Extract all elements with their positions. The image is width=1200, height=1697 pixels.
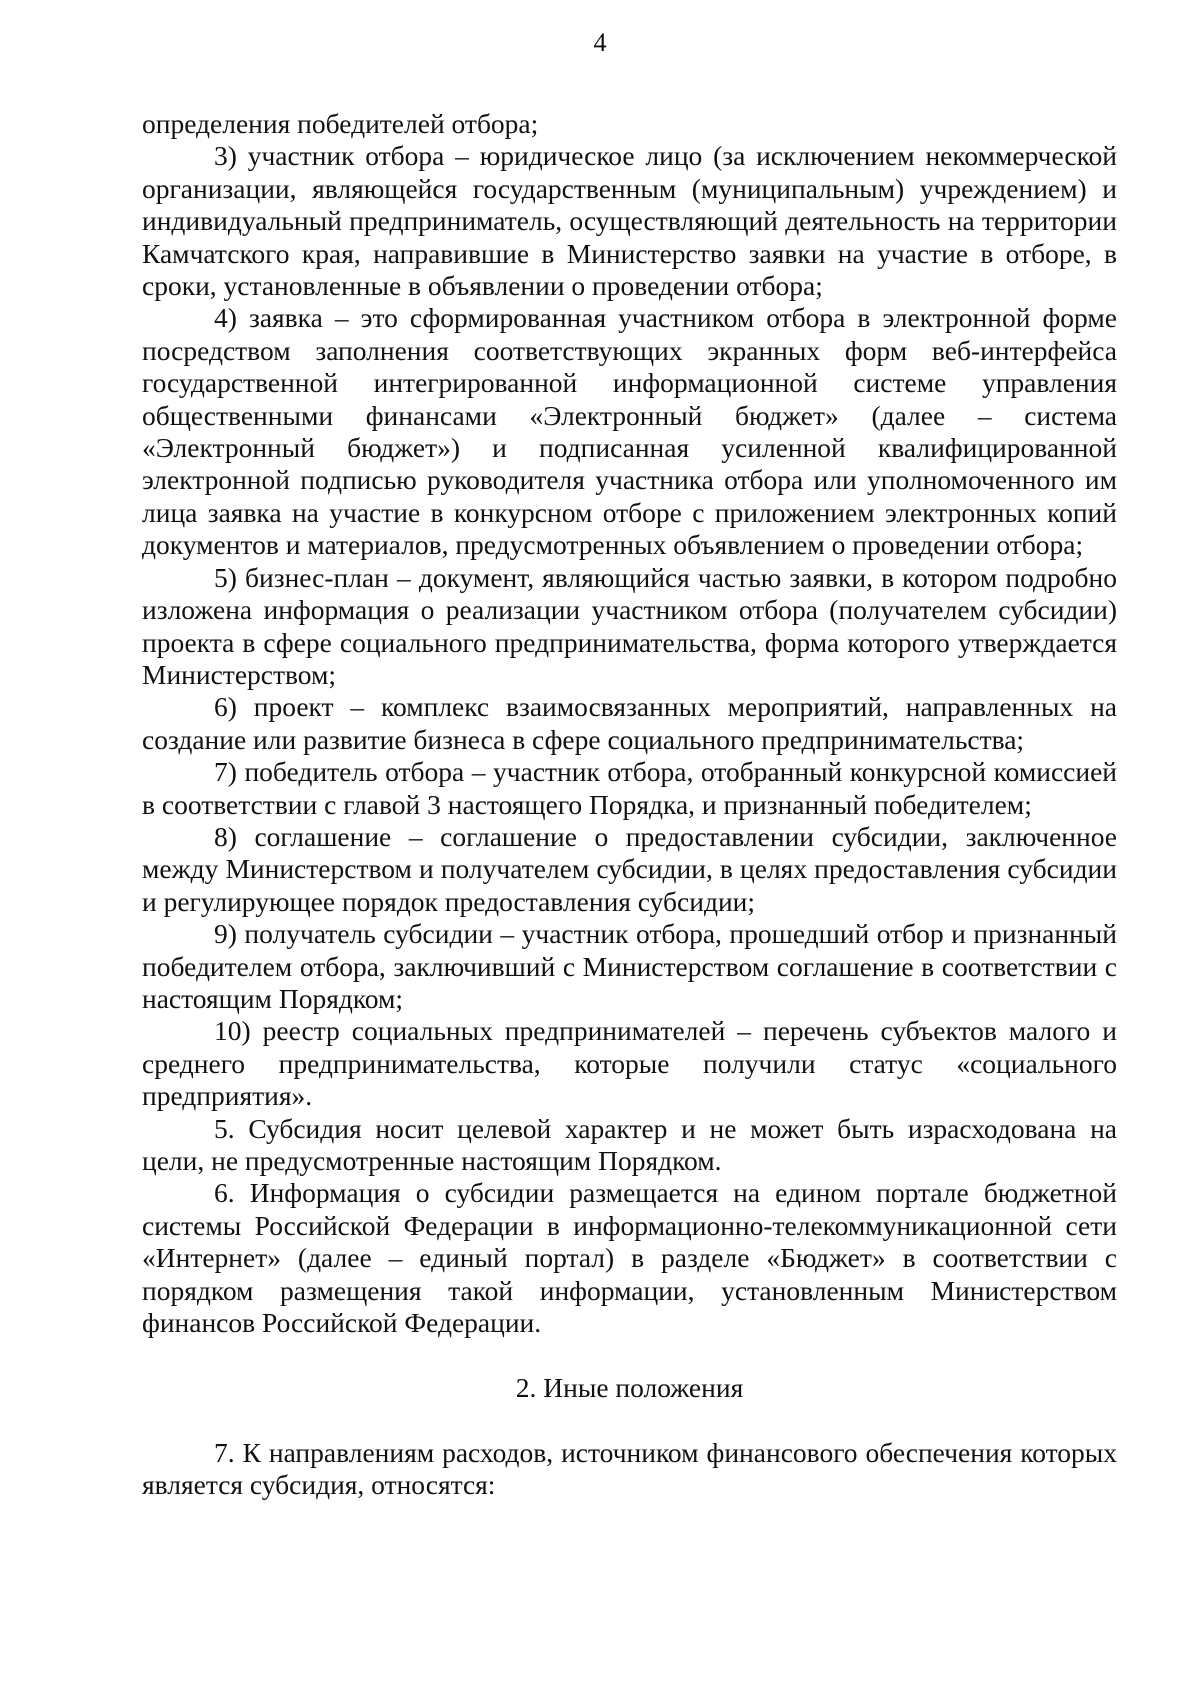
document-body — [142, 108, 1117, 1501]
paragraph-item-6: 6) проект – комплекс взаимосвязанных мероприятий, направленных на создание или развитие бизнеса в сфере социального предпринимательства; — [142, 691, 1117, 755]
paragraph-item-3: 3) участник отбора – юридическое лицо (за исключением некоммерческой организации, являющейся государственным (муниципальным) учреждением) и индивидуальный предприниматель, осуществляющий деятельность на территории Камчатского края, направившие в Министерство заявки на участие в отборе, в сроки, установленные в объявлении о проведении отбора; — [142, 140, 1117, 302]
paragraph-item-7: 7) победитель отбора – участник отбора, отобранный конкурсной комиссией в соответствии с главой 3 настоящего Порядка, и признанный победителем; — [142, 756, 1117, 820]
paragraph-item-9: 9) получатель субсидии – участник отбора, прошедший отбор и признанный победителем отбора, заключивший с Министерством соглашение в соответствии с настоящим Порядком; — [142, 918, 1117, 1014]
paragraph-clause-5: 5. Субсидия носит целевой характер и не может быть израсходована на цели, не предусмотренные настоящим Порядком. — [142, 1112, 1117, 1176]
paragraph-item-10: 10) реестр социальных предпринимателей – перечень субъектов малого и среднего предпринимательства, которые получили статус «социального предприятия». — [142, 1015, 1117, 1112]
paragraph-clause-7: 7. К направлениям расходов, источником финансового обеспечения которых является субсидия, относятся: — [142, 1436, 1117, 1501]
section-heading: 2. Иные положения — [515, 1371, 744, 1403]
page-number: 4 — [593, 28, 607, 57]
paragraph-item-8: 8) соглашение – соглашение о предоставлении субсидии, заключенное между Министерством и получателем субсидии, в целях предоставления субсидии и регулирующее порядок предоставления субсидии; — [142, 820, 1117, 917]
paragraph-item-5: 5) бизнес-план – документ, являющийся частью заявки, в котором подробно изложена информация о реализации участником отбора (получателем субсидии) проекта в сфере социального предпринимательства, форма которого утверждается Министерством; — [142, 561, 1117, 690]
paragraph-item-4: 4) заявка – это сформированная участником отбора в электронной форме посредством заполнения соответствующих экранных форм веб-интерфейса государственной интегрированной информационной системе управления общественными финансами «Электронный бюджет» (далее – система «Электронный бюджет») и подписанная усиленной квалифицированной электронной подписью руководителя участника отбора или уполномоченного им лица заявка на участие в конкурсном отборе с приложением электронных копий документов и материалов, предусмотренных объявлением о проведении отбора; — [142, 302, 1117, 561]
paragraph-clause-6: 6. Информация о субсидии размещается на едином портале бюджетной системы Российской Федерации в информационно-телекоммуникационной сети «Интернет» (далее – единый портал) в разделе «Бюджет» в соответствии с порядком размещения такой информации, установленным Министерством финансов Российской Федерации. — [142, 1177, 1117, 1339]
paragraph-continuation: определения победителей отбора; — [142, 108, 539, 139]
